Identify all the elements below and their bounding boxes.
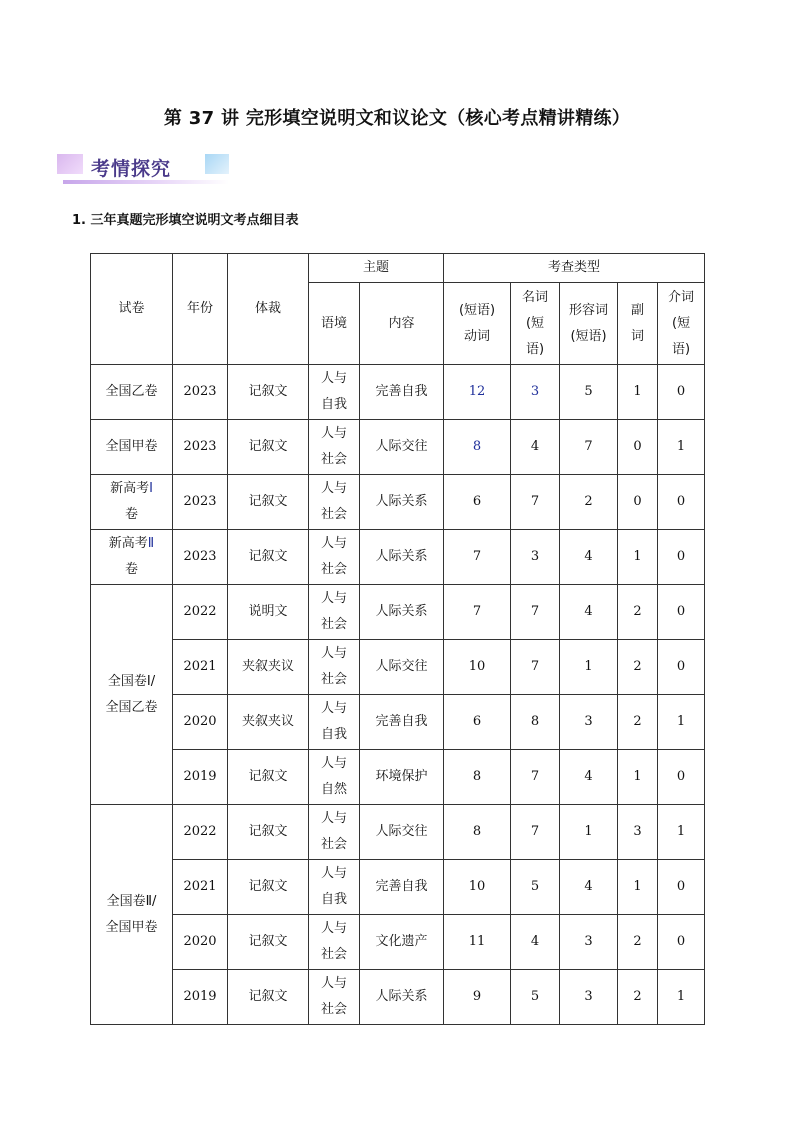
cell-noun: 7 <box>511 475 560 530</box>
cell-adj: 4 <box>560 585 618 640</box>
cell-verb: 9 <box>444 970 511 1025</box>
table-row <box>91 695 705 750</box>
cell-year: 2019 <box>173 970 228 1025</box>
cell-year: 2019 <box>173 750 228 805</box>
header-adj: 形容词 (短语) <box>560 283 618 365</box>
banner-label: 考情探究 <box>91 158 172 180</box>
header-year: 年份 <box>173 254 228 365</box>
cell-content: 完善自我 <box>360 365 444 420</box>
table-row <box>91 970 705 1025</box>
cell-adv: 2 <box>618 640 658 695</box>
cell-genre: 记叙文 <box>228 915 309 970</box>
cell-verb: 12 <box>444 365 511 420</box>
cell-year: 2023 <box>173 420 228 475</box>
header-genre: 体裁 <box>228 254 309 365</box>
table-row <box>91 915 705 970</box>
section-banner <box>57 152 229 188</box>
cell-noun: 7 <box>511 585 560 640</box>
cell-adj: 1 <box>560 640 618 695</box>
cell-content: 人际交往 <box>360 420 444 475</box>
cell-adv: 1 <box>618 750 658 805</box>
cell-context: 人与 社会 <box>309 420 360 475</box>
cell-content: 环境保护 <box>360 750 444 805</box>
cell-noun: 3 <box>511 530 560 585</box>
header-adv: 副 词 <box>618 283 658 365</box>
cell-prep: 0 <box>658 585 705 640</box>
table-row <box>91 530 705 585</box>
header-context: 语境 <box>309 283 360 365</box>
cell-adv: 2 <box>618 695 658 750</box>
cell-adv: 1 <box>618 365 658 420</box>
cell-adj: 3 <box>560 970 618 1025</box>
cell-paper: 新高考Ⅰ 卷 <box>91 475 173 530</box>
table-row <box>91 805 705 860</box>
cell-year: 2022 <box>173 805 228 860</box>
cell-prep: 0 <box>658 915 705 970</box>
cell-year: 2021 <box>173 640 228 695</box>
cell-content: 完善自我 <box>360 695 444 750</box>
cell-adj: 3 <box>560 915 618 970</box>
page-title: 第 37 讲 完形填空说明文和议论文（核心考点精讲精练） <box>163 108 631 129</box>
cell-prep: 0 <box>658 475 705 530</box>
cell-adv: 0 <box>618 475 658 530</box>
cell-verb: 8 <box>444 420 511 475</box>
cell-context: 人与 自我 <box>309 695 360 750</box>
cell-context: 人与 自我 <box>309 860 360 915</box>
cell-adj: 4 <box>560 530 618 585</box>
cell-verb: 7 <box>444 585 511 640</box>
header-paper: 试卷 <box>91 254 173 365</box>
cell-content: 完善自我 <box>360 860 444 915</box>
cell-context: 人与 社会 <box>309 530 360 585</box>
cell-prep: 0 <box>658 640 705 695</box>
cell-verb: 11 <box>444 915 511 970</box>
header-types: 考查类型 <box>444 254 705 283</box>
cell-noun: 5 <box>511 970 560 1025</box>
header-prep: 介词 (短 语) <box>658 283 705 365</box>
header-row-1 <box>91 254 705 283</box>
cell-year: 2022 <box>173 585 228 640</box>
table-row <box>91 475 705 530</box>
cell-adj: 4 <box>560 860 618 915</box>
cell-adj: 2 <box>560 475 618 530</box>
cell-content: 人际关系 <box>360 475 444 530</box>
cell-year: 2021 <box>173 860 228 915</box>
cell-prep: 0 <box>658 365 705 420</box>
header-theme: 主题 <box>309 254 444 283</box>
cell-noun: 7 <box>511 750 560 805</box>
cell-genre: 记叙文 <box>228 530 309 585</box>
cell-context: 人与 自我 <box>309 365 360 420</box>
cell-paper: 全国乙卷 <box>91 365 173 420</box>
cell-year: 2020 <box>173 695 228 750</box>
cell-adv: 1 <box>618 530 658 585</box>
cell-content: 人际关系 <box>360 530 444 585</box>
cell-noun: 3 <box>511 365 560 420</box>
table-row <box>91 860 705 915</box>
cell-content: 文化遗产 <box>360 915 444 970</box>
cell-context: 人与 社会 <box>309 805 360 860</box>
cell-adj: 3 <box>560 695 618 750</box>
banner-decoration-right <box>205 154 229 174</box>
cell-prep: 0 <box>658 860 705 915</box>
cell-year: 2023 <box>173 530 228 585</box>
cell-context: 人与 社会 <box>309 640 360 695</box>
cell-genre: 记叙文 <box>228 970 309 1025</box>
cell-adv: 2 <box>618 585 658 640</box>
banner-decoration-left <box>57 154 83 174</box>
cell-content: 人际交往 <box>360 640 444 695</box>
cell-year: 2020 <box>173 915 228 970</box>
cell-paper: 全国甲卷 <box>91 420 173 475</box>
cell-context: 人与 社会 <box>309 915 360 970</box>
cell-verb: 7 <box>444 530 511 585</box>
cell-adj: 7 <box>560 420 618 475</box>
cell-content: 人际关系 <box>360 585 444 640</box>
cell-adv: 0 <box>618 420 658 475</box>
cell-genre: 记叙文 <box>228 805 309 860</box>
cell-prep: 1 <box>658 420 705 475</box>
cell-verb: 8 <box>444 805 511 860</box>
cell-noun: 8 <box>511 695 560 750</box>
cell-context: 人与 社会 <box>309 585 360 640</box>
cell-genre: 记叙文 <box>228 750 309 805</box>
cell-verb: 8 <box>444 750 511 805</box>
cell-verb: 6 <box>444 695 511 750</box>
table-row <box>91 750 705 805</box>
cell-paper: 全国卷Ⅱ/ 全国甲卷 <box>91 805 173 1025</box>
cell-genre: 记叙文 <box>228 420 309 475</box>
cell-genre: 记叙文 <box>228 365 309 420</box>
cell-verb: 10 <box>444 860 511 915</box>
cell-genre: 记叙文 <box>228 860 309 915</box>
cell-adv: 1 <box>618 860 658 915</box>
cell-year: 2023 <box>173 365 228 420</box>
table-row <box>91 420 705 475</box>
header-content: 内容 <box>360 283 444 365</box>
cell-prep: 1 <box>658 970 705 1025</box>
cell-content: 人际关系 <box>360 970 444 1025</box>
cell-noun: 4 <box>511 420 560 475</box>
cell-adj: 4 <box>560 750 618 805</box>
cell-context: 人与 自然 <box>309 750 360 805</box>
header-noun: 名词 (短 语) <box>511 283 560 365</box>
section-subheading: 1. 三年真题完形填空说明文考点细目表 <box>72 213 299 228</box>
cell-genre: 记叙文 <box>228 475 309 530</box>
cell-noun: 7 <box>511 640 560 695</box>
cell-genre: 说明文 <box>228 585 309 640</box>
table-row <box>91 365 705 420</box>
cell-adj: 1 <box>560 805 618 860</box>
cell-prep: 0 <box>658 530 705 585</box>
cell-prep: 1 <box>658 805 705 860</box>
cell-verb: 6 <box>444 475 511 530</box>
cell-noun: 4 <box>511 915 560 970</box>
cell-paper: 新高考Ⅱ 卷 <box>91 530 173 585</box>
cell-noun: 7 <box>511 805 560 860</box>
cell-adv: 2 <box>618 970 658 1025</box>
cell-adj: 5 <box>560 365 618 420</box>
cell-prep: 1 <box>658 695 705 750</box>
cell-content: 人际交往 <box>360 805 444 860</box>
cell-adv: 3 <box>618 805 658 860</box>
cell-paper: 全国卷Ⅰ/ 全国乙卷 <box>91 585 173 805</box>
cell-genre: 夹叙夹议 <box>228 695 309 750</box>
cell-adv: 2 <box>618 915 658 970</box>
header-verb: (短语) 动词 <box>444 283 511 365</box>
cell-prep: 0 <box>658 750 705 805</box>
cell-context: 人与 社会 <box>309 970 360 1025</box>
cell-verb: 10 <box>444 640 511 695</box>
table-row <box>91 585 705 640</box>
cell-context: 人与 社会 <box>309 475 360 530</box>
table-row <box>91 640 705 695</box>
cell-genre: 夹叙夹议 <box>228 640 309 695</box>
exam-points-table <box>90 253 705 1025</box>
cell-noun: 5 <box>511 860 560 915</box>
cell-year: 2023 <box>173 475 228 530</box>
